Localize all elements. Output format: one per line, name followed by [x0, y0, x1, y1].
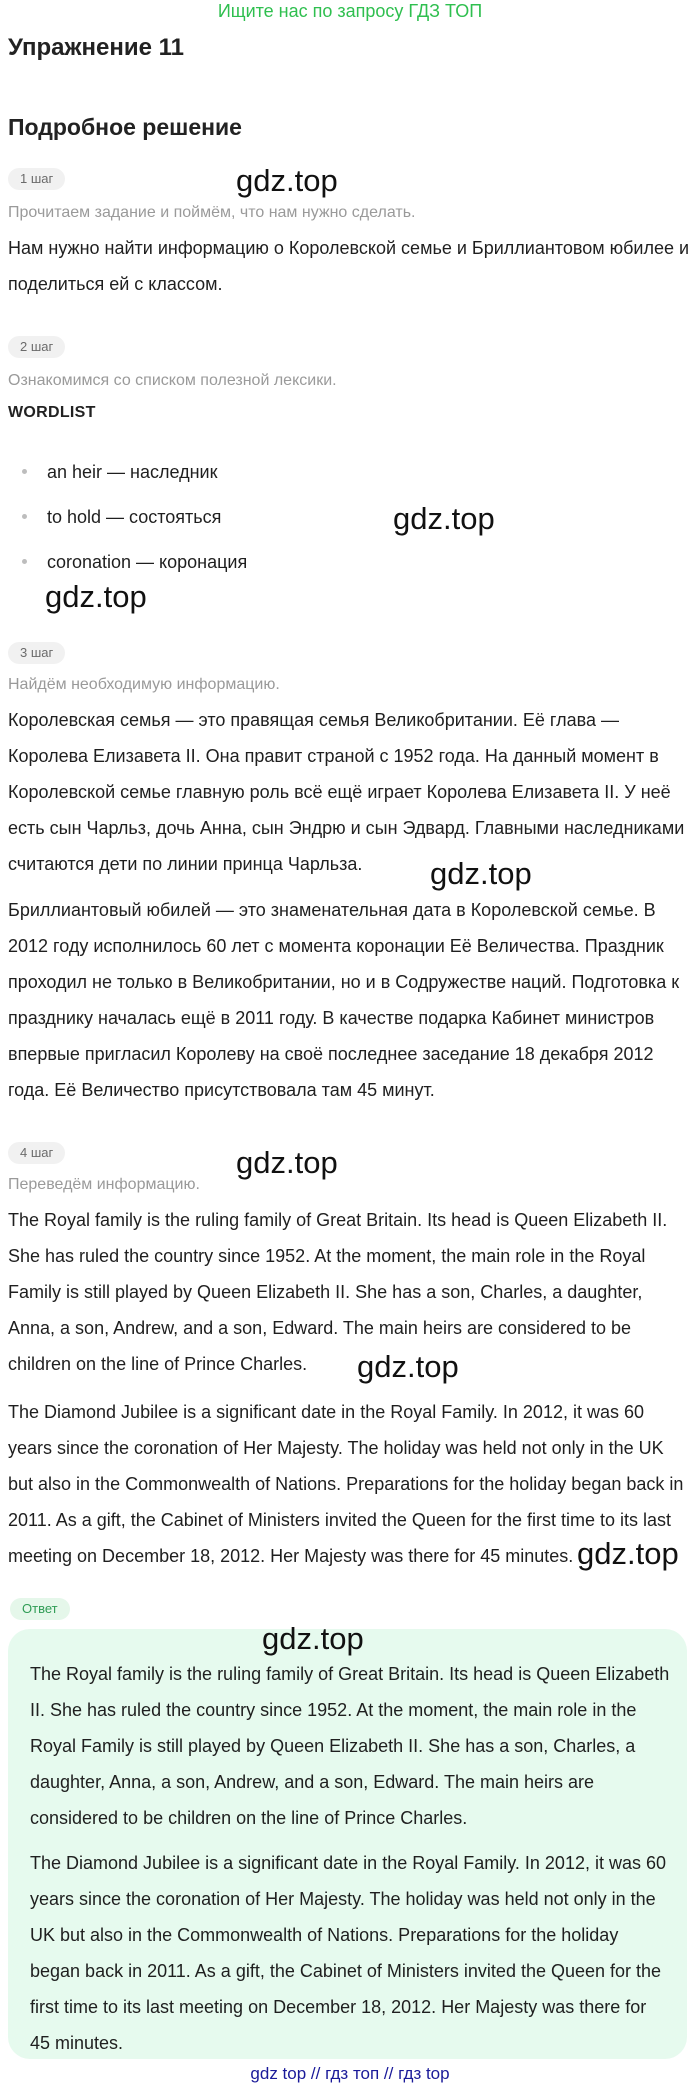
- step-3-badge: 3 шаг: [8, 642, 65, 664]
- answer-paragraph: The Diamond Jubilee is a significant date in the Royal Family. In 2012, it was 60 years since the coronation of Her Majesty. The holiday was held not only in the UK but also in the Commonwealth of Nations. Preparations for the holiday began back in 2011. As a gift, the Cabinet of Ministers invited the Queen for the first time to its last meeting on December 18, 2012. Her Majesty was there for 45 minutes.: [30, 1853, 666, 2053]
- section-title: Подробное решение: [8, 114, 242, 140]
- watermark: gdz.top: [430, 856, 532, 891]
- step-3-paragraph: Бриллиантовый юбилей — это знаменательная дата в Королевской семье. В 2012 году исполнилось 60 лет с момента коронации Её Величества. Праздник проходил не только в Великобритании, но и в Содружестве наций. Подготовка к празднику началась ещё в 2011 году. В качестве подарка Кабинет министров впервые пригласил Королеву на своё последнее заседание 18 декабря 2012 года. Её Величество присутствовала там 45 минут.: [8, 900, 680, 1100]
- wordlist-item: [22, 460, 217, 484]
- watermark: gdz.top: [236, 1145, 338, 1180]
- wordlist-item: [22, 550, 247, 574]
- answer-paragraph: The Royal family is the ruling family of Great Britain. Its head is Queen Elizabeth II. She has ruled the country since 1952. At the moment, the main role in the Royal Family is still played by Queen Elizabeth II. She has a son, Charles, a daughter, Anna, a son, Andrew, and a son, Edward. The main heirs are considered to be children on the line of Prince Charles.: [30, 1664, 670, 1828]
- footer-links: gdz top // гдз топ // гдз top: [250, 2064, 450, 2083]
- bullet-dot-icon: [22, 559, 27, 564]
- step-2-badge: 2 шаг: [8, 336, 65, 358]
- watermark: gdz.top: [236, 163, 338, 198]
- watermark: gdz.top: [262, 1621, 364, 1656]
- bullet-dot-icon: [22, 469, 27, 474]
- wordlist-item-text: an heir — наследник: [47, 462, 218, 482]
- page-title: Упражнение 11: [8, 34, 185, 61]
- watermark: gdz.top: [393, 501, 495, 536]
- step-3-paragraph: Королевская семья — это правящая семья Великобритании. Её глава — Королева Елизавета II. Она правит страной с 1952 года. На данный момент в Королевской семье главную роль всё ещё играет Королева Елизавета II. У неё есть сын Чарльз, дочь Анна, сын Эндрю и сын Эдвард. Главными наследниками считаются дети по линии принца Чарльза.: [8, 710, 685, 874]
- step-2-hint: Ознакомимся со списком полезной лексики.: [8, 372, 337, 389]
- watermark: gdz.top: [357, 1349, 459, 1384]
- watermark: gdz.top: [45, 579, 147, 614]
- step-4-paragraph: The Diamond Jubilee is a significant date in the Royal Family. In 2012, it was 60 years since the coronation of Her Majesty. The holiday was held not only in the UK but also in the Commonwealth of Nations. Preparations for the holiday began back in 2011. As a gift, the Cabinet of Ministers invited the Queen for the first time to its last meeting on December 18, 2012. Her Majesty was there for 45 minutes.: [8, 1402, 684, 1566]
- search-banner: Ищите нас по запросу ГДЗ ТОП: [217, 1, 483, 21]
- watermark: gdz.top: [577, 1536, 679, 1571]
- step-1-hint: Прочитаем задание и поймём, что нам нужно сделать.: [8, 204, 416, 221]
- wordlist-title: WORDLIST: [8, 404, 96, 421]
- wordlist-item-text: to hold — состояться: [47, 507, 222, 527]
- wordlist-item-text: coronation — коронация: [47, 552, 248, 572]
- step-4-paragraph: The Royal family is the ruling family of Great Britain. Its head is Queen Elizabeth II. She has ruled the country since 1952. At the moment, the main role in the Royal Family is still played by Queen Elizabeth II. She has a son, Charles, a daughter, Anna, a son, Andrew, and a son, Edward. The main heirs are considered to be children on the line of Prince Charles.: [8, 1210, 668, 1374]
- step-4-hint: Переведём информацию.: [8, 1176, 200, 1193]
- step-1-text: Нам нужно найти информацию о Королевской семье и Бриллиантовом юбилее и поделиться ей с классом.: [8, 238, 690, 294]
- step-1-badge: 1 шаг: [8, 168, 65, 190]
- answer-badge: Ответ: [10, 1598, 70, 1620]
- step-3-hint: Найдём необходимую информацию.: [8, 676, 280, 693]
- bullet-dot-icon: [22, 514, 27, 519]
- step-4-badge: 4 шаг: [8, 1142, 65, 1164]
- wordlist-item: [22, 505, 221, 529]
